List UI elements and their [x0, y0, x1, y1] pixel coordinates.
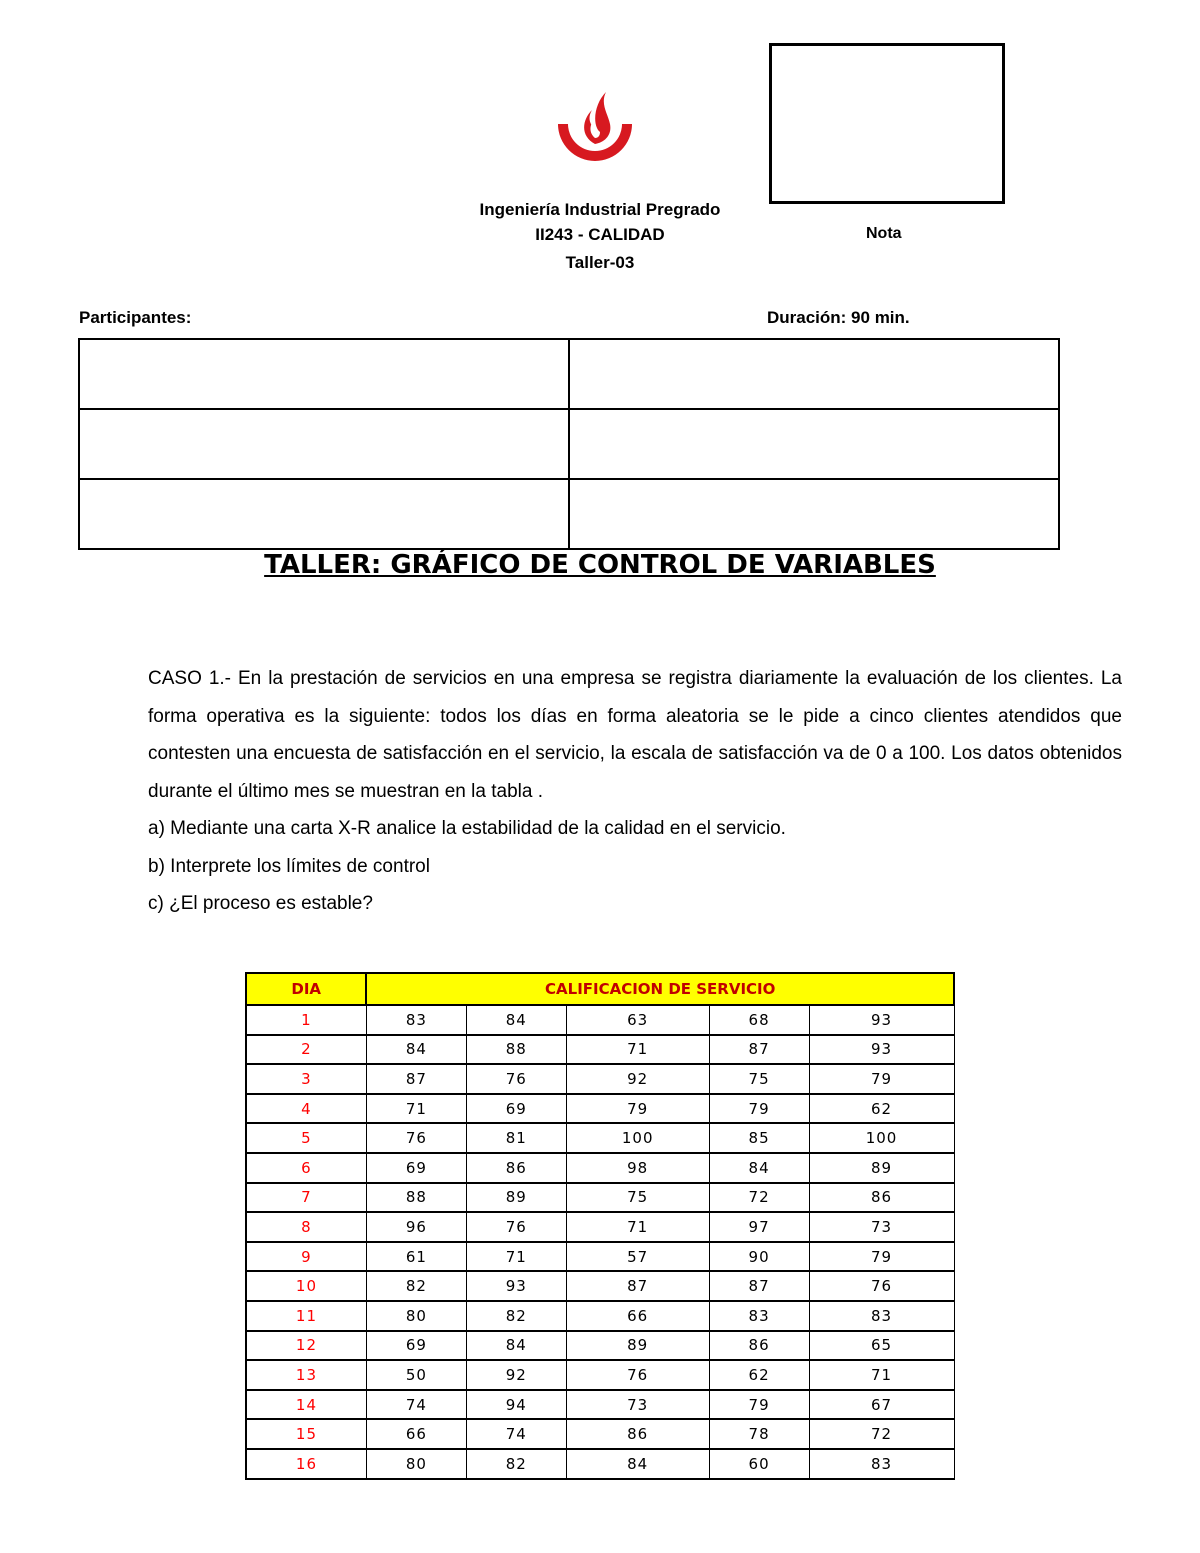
table-row — [246, 1271, 954, 1301]
grade-label: Nota — [866, 225, 902, 242]
rating-cell: 67 — [809, 1390, 954, 1420]
day-cell: 14 — [246, 1390, 366, 1420]
rating-cell: 75 — [566, 1183, 709, 1213]
rating-cell: 76 — [466, 1212, 566, 1242]
rating-cell: 66 — [566, 1301, 709, 1331]
rating-cell: 100 — [566, 1123, 709, 1153]
rating-cell: 61 — [366, 1242, 466, 1272]
rating-cell: 88 — [466, 1035, 566, 1065]
rating-cell: 50 — [366, 1360, 466, 1390]
rating-cell: 86 — [709, 1331, 809, 1361]
assignment-name: Taller-03 — [565, 253, 635, 272]
rating-cell: 82 — [466, 1301, 566, 1331]
rating-cell: 83 — [366, 1005, 466, 1035]
rating-cell: 87 — [709, 1035, 809, 1065]
rating-cell: 68 — [709, 1005, 809, 1035]
table-row — [246, 1064, 954, 1094]
rating-cell: 93 — [809, 1035, 954, 1065]
rating-cell: 79 — [809, 1064, 954, 1094]
rating-cell: 94 — [466, 1390, 566, 1420]
rating-cell: 74 — [466, 1419, 566, 1449]
rating-cell: 76 — [366, 1123, 466, 1153]
rating-cell: 93 — [466, 1271, 566, 1301]
rating-cell: 72 — [709, 1183, 809, 1213]
rating-cell: 71 — [366, 1094, 466, 1124]
rating-cell: 96 — [366, 1212, 466, 1242]
rating-cell: 89 — [809, 1153, 954, 1183]
participant-field[interactable] — [569, 339, 1059, 409]
rating-cell: 84 — [366, 1035, 466, 1065]
day-cell: 11 — [246, 1301, 366, 1331]
rating-cell: 69 — [366, 1331, 466, 1361]
rating-cell: 76 — [809, 1271, 954, 1301]
rating-cell: 87 — [709, 1271, 809, 1301]
rating-cell: 100 — [809, 1123, 954, 1153]
rating-cell: 86 — [466, 1153, 566, 1183]
rating-cell: 78 — [709, 1419, 809, 1449]
grade-box — [769, 43, 1005, 204]
rating-cell: 79 — [709, 1390, 809, 1420]
participant-field[interactable] — [569, 479, 1059, 549]
table-row — [246, 1390, 954, 1420]
rating-cell: 66 — [366, 1419, 466, 1449]
university-logo — [552, 84, 638, 170]
rating-cell: 74 — [366, 1390, 466, 1420]
day-cell: 1 — [246, 1005, 366, 1035]
rating-cell: 79 — [809, 1242, 954, 1272]
table-row — [246, 1153, 954, 1183]
rating-cell: 76 — [566, 1360, 709, 1390]
rating-cell: 84 — [466, 1005, 566, 1035]
question-a: a) Mediante una carta X-R analice la estabilidad de la calidad en el servicio. — [148, 818, 786, 839]
rating-cell: 80 — [366, 1449, 466, 1479]
course-code: II243 - CALIDAD — [535, 225, 665, 244]
rating-cell: 71 — [566, 1212, 709, 1242]
day-cell: 8 — [246, 1212, 366, 1242]
table-row — [246, 1449, 954, 1479]
participants-label: Participantes: — [79, 308, 192, 327]
table-row — [246, 1419, 954, 1449]
header-values: CALIFICACION DE SERVICIO — [366, 973, 954, 1005]
rating-cell: 73 — [809, 1212, 954, 1242]
table-row — [246, 1183, 954, 1213]
duration-label: Duración: 90 min. — [767, 308, 910, 327]
table-row — [246, 1035, 954, 1065]
rating-cell: 86 — [809, 1183, 954, 1213]
table-row — [246, 1331, 954, 1361]
rating-cell: 63 — [566, 1005, 709, 1035]
rating-cell: 84 — [566, 1449, 709, 1479]
table-row — [246, 1360, 954, 1390]
header-day: DIA — [246, 973, 366, 1005]
participant-field[interactable] — [79, 479, 569, 549]
rating-cell: 89 — [566, 1331, 709, 1361]
rating-cell: 57 — [566, 1242, 709, 1272]
participants-table — [78, 338, 1060, 550]
day-cell: 5 — [246, 1123, 366, 1153]
day-cell: 6 — [246, 1153, 366, 1183]
rating-cell: 62 — [809, 1094, 954, 1124]
rating-cell: 90 — [709, 1242, 809, 1272]
institution-name: Ingeniería Industrial Pregrado — [479, 200, 721, 219]
rating-cell: 88 — [366, 1183, 466, 1213]
rating-cell: 83 — [809, 1301, 954, 1331]
day-cell: 12 — [246, 1331, 366, 1361]
rating-cell: 71 — [809, 1360, 954, 1390]
rating-cell: 83 — [809, 1449, 954, 1479]
table-row — [246, 1301, 954, 1331]
day-cell: 9 — [246, 1242, 366, 1272]
participant-field[interactable] — [79, 339, 569, 409]
rating-cell: 85 — [709, 1123, 809, 1153]
rating-cell: 60 — [709, 1449, 809, 1479]
day-cell: 10 — [246, 1271, 366, 1301]
rating-cell: 82 — [466, 1449, 566, 1479]
day-cell: 15 — [246, 1419, 366, 1449]
rating-cell: 71 — [466, 1242, 566, 1272]
table-row — [246, 1212, 954, 1242]
rating-cell: 69 — [366, 1153, 466, 1183]
day-cell: 3 — [246, 1064, 366, 1094]
rating-cell: 72 — [809, 1419, 954, 1449]
day-cell: 7 — [246, 1183, 366, 1213]
rating-cell: 93 — [809, 1005, 954, 1035]
rating-cell: 80 — [366, 1301, 466, 1331]
rating-cell: 73 — [566, 1390, 709, 1420]
rating-cell: 92 — [466, 1360, 566, 1390]
rating-cell: 87 — [566, 1271, 709, 1301]
case-description — [148, 660, 1122, 923]
day-cell: 2 — [246, 1035, 366, 1065]
rating-cell: 82 — [366, 1271, 466, 1301]
day-cell: 16 — [246, 1449, 366, 1479]
table-row — [246, 1005, 954, 1035]
rating-cell: 79 — [709, 1094, 809, 1124]
participant-field[interactable] — [79, 409, 569, 479]
rating-cell: 79 — [566, 1094, 709, 1124]
day-cell: 13 — [246, 1360, 366, 1390]
table-row — [246, 1123, 954, 1153]
rating-cell: 86 — [566, 1419, 709, 1449]
rating-cell: 65 — [809, 1331, 954, 1361]
rating-cell: 62 — [709, 1360, 809, 1390]
case-intro: CASO 1.- En la prestación de servicios en una empresa se registra diariamente la evaluación de los clientes. La forma operativa es la siguiente: todos los días en forma aleatoria se le pide a cinco clientes atendidos que contesten una encuesta de satisfacción en el servicio, la escala de satisfacción va de 0 a 100. Los datos obtenidos durante el último mes se muestran en la tabla . — [148, 668, 1122, 802]
rating-cell: 81 — [466, 1123, 566, 1153]
table-row — [246, 1094, 954, 1124]
question-b: b) Interprete los límites de control — [148, 855, 430, 877]
rating-cell: 69 — [466, 1094, 566, 1124]
rating-cell: 83 — [709, 1301, 809, 1331]
page-title: TALLER: GRÁFICO DE CONTROL DE VARIABLES — [264, 550, 936, 580]
table-row — [246, 1242, 954, 1272]
participant-field[interactable] — [569, 409, 1059, 479]
question-c: c) ¿El proceso es estable? — [148, 893, 373, 914]
service-rating-table — [245, 972, 955, 1480]
rating-cell: 75 — [709, 1064, 809, 1094]
rating-cell: 97 — [709, 1212, 809, 1242]
rating-cell: 87 — [366, 1064, 466, 1094]
rating-cell: 89 — [466, 1183, 566, 1213]
rating-cell: 84 — [466, 1331, 566, 1361]
rating-cell: 98 — [566, 1153, 709, 1183]
rating-cell: 84 — [709, 1153, 809, 1183]
rating-cell: 92 — [566, 1064, 709, 1094]
rating-cell: 71 — [566, 1035, 709, 1065]
day-cell: 4 — [246, 1094, 366, 1124]
rating-cell: 76 — [466, 1064, 566, 1094]
